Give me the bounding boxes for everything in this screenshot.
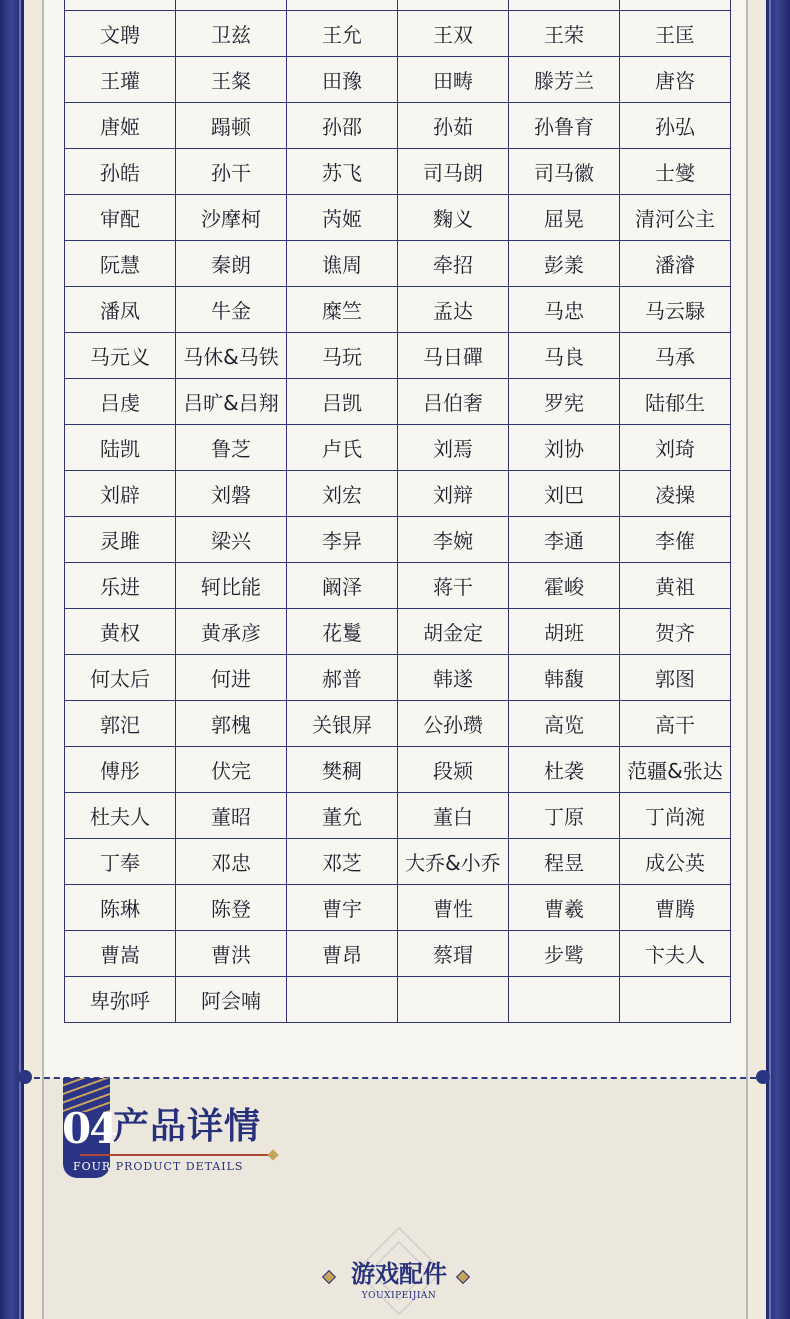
table-row [65, 747, 731, 793]
character-name-cell: 程昱 [509, 839, 620, 885]
character-name-cell: 马元义 [65, 333, 176, 379]
table-row [65, 379, 731, 425]
character-name-cell: 贺齐 [620, 609, 731, 655]
table-row [65, 241, 731, 287]
character-name-cell: 郭图 [620, 655, 731, 701]
character-name-cell [398, 977, 509, 1023]
title-underline [80, 1154, 274, 1156]
character-name-cell [176, 0, 287, 11]
character-name-cell: 田畴 [398, 57, 509, 103]
character-name-cell: 卑弥呼 [65, 977, 176, 1023]
character-name-cell: 王粲 [176, 57, 287, 103]
character-name-cell: 曹性 [398, 885, 509, 931]
table-row [65, 655, 731, 701]
character-name-cell: 黄祖 [620, 563, 731, 609]
character-name-cell: 胡班 [509, 609, 620, 655]
character-name-cell: 胡金定 [398, 609, 509, 655]
character-name-cell: 郝普 [287, 655, 398, 701]
character-name-cell: 马休&马铁 [176, 333, 287, 379]
character-name-cell: 马日磾 [398, 333, 509, 379]
character-name-cell: 唐姬 [65, 103, 176, 149]
character-name-cell: 罗宪 [509, 379, 620, 425]
character-name-cell: 孙皓 [65, 149, 176, 195]
character-name-cell [509, 0, 620, 11]
character-name-cell: 田豫 [287, 57, 398, 103]
character-name-cell: 凌操 [620, 471, 731, 517]
character-name-cell: 鲁芝 [176, 425, 287, 471]
character-name-cell: 郭汜 [65, 701, 176, 747]
character-name-cell: 孙茹 [398, 103, 509, 149]
section-subtitle [73, 1161, 243, 1172]
character-name-cell: 士燮 [620, 149, 731, 195]
character-name-cell: 吕虔 [65, 379, 176, 425]
divider-dot-left [18, 1070, 32, 1084]
character-name-cell: 邓忠 [176, 839, 287, 885]
character-name-cell: 刘焉 [398, 425, 509, 471]
character-name-cell: 黄权 [65, 609, 176, 655]
character-name-cell: 刘宏 [287, 471, 398, 517]
character-name-cell: 曹嵩 [65, 931, 176, 977]
character-name-cell: 清河公主 [620, 195, 731, 241]
section-divider [24, 1077, 766, 1079]
character-name-cell: 蒋干 [398, 563, 509, 609]
character-name-cell: 曹昂 [287, 931, 398, 977]
character-name-cell: 孙弘 [620, 103, 731, 149]
character-name-cell: 李异 [287, 517, 398, 563]
character-name-cell: 杜袭 [509, 747, 620, 793]
character-name-cell [287, 977, 398, 1023]
character-name-cell: 李通 [509, 517, 620, 563]
character-name-cell: 司马朗 [398, 149, 509, 195]
character-name-cell: 丁奉 [65, 839, 176, 885]
subsection-title: 游戏配件 [351, 1259, 447, 1288]
character-name-cell: 王允 [287, 11, 398, 57]
character-name-cell: 王匡 [620, 11, 731, 57]
table-row [65, 0, 731, 11]
subsection-pinyin: YOUXIPEIJIAN [361, 1291, 437, 1301]
character-name-cell: 大乔&小乔 [398, 839, 509, 885]
character-name-cell: 王荣 [509, 11, 620, 57]
character-name-cell: 吕旷&吕翔 [176, 379, 287, 425]
character-name-cell: 董昭 [176, 793, 287, 839]
character-name-cell: 刘磐 [176, 471, 287, 517]
character-name-cell: 何进 [176, 655, 287, 701]
character-name-cell: 卫兹 [176, 11, 287, 57]
character-name-cell: 陈琳 [65, 885, 176, 931]
character-name-cell: 孟达 [398, 287, 509, 333]
character-name-cell: 伏完 [176, 747, 287, 793]
character-name-cell: 卞夫人 [620, 931, 731, 977]
character-name-cell: 唐咨 [620, 57, 731, 103]
character-name-cell: 吕凯 [287, 379, 398, 425]
character-name-cell: 麴义 [398, 195, 509, 241]
character-name-cell: 王瓘 [65, 57, 176, 103]
character-name-cell: 杜夫人 [65, 793, 176, 839]
character-name-cell: 阿会喃 [176, 977, 287, 1023]
character-name-cell: 文聘 [65, 11, 176, 57]
character-name-cell: 樊稠 [287, 747, 398, 793]
scroll-border-right [766, 0, 790, 1319]
character-name-cell: 何太后 [65, 655, 176, 701]
character-name-cell: 陆凯 [65, 425, 176, 471]
character-name-cell: 芮姬 [287, 195, 398, 241]
character-name-cell [620, 0, 731, 11]
character-name-cell: 马云騄 [620, 287, 731, 333]
character-name-cell: 陆郁生 [620, 379, 731, 425]
table-row [65, 701, 731, 747]
character-name-cell [509, 977, 620, 1023]
character-name-cell: 步骘 [509, 931, 620, 977]
character-name-cell: 丁原 [509, 793, 620, 839]
character-name-cell: 阚泽 [287, 563, 398, 609]
character-name-cell: 屈晃 [509, 195, 620, 241]
character-name-cell: 刘辩 [398, 471, 509, 517]
character-name-cell: 审配 [65, 195, 176, 241]
character-name-cell [398, 0, 509, 11]
table-row [65, 57, 731, 103]
table-row [65, 517, 731, 563]
character-name-cell: 潘凤 [65, 287, 176, 333]
character-name-cell: 谯周 [287, 241, 398, 287]
table-row [65, 563, 731, 609]
character-name-cell: 郭槐 [176, 701, 287, 747]
divider-dot-right [756, 1070, 770, 1084]
character-name-cell: 曹洪 [176, 931, 287, 977]
character-name-cell: 高干 [620, 701, 731, 747]
table-row [65, 103, 731, 149]
character-name-cell: 刘协 [509, 425, 620, 471]
character-name-cell: 孙鲁育 [509, 103, 620, 149]
character-name-cell: 刘琦 [620, 425, 731, 471]
section-subtitle-lead: FOUR [73, 1160, 112, 1173]
character-name-cell: 段颎 [398, 747, 509, 793]
table-row [65, 885, 731, 931]
character-name-cell: 曹宇 [287, 885, 398, 931]
table-row [65, 11, 731, 57]
character-name-cell: 邓芝 [287, 839, 398, 885]
character-name-cell: 秦朗 [176, 241, 287, 287]
character-name-cell: 韩馥 [509, 655, 620, 701]
character-name-cell: 苏飞 [287, 149, 398, 195]
character-name-cell: 曹羲 [509, 885, 620, 931]
character-name-cell: 马忠 [509, 287, 620, 333]
character-name-cell: 黄承彦 [176, 609, 287, 655]
section-number: 04 [62, 1104, 117, 1153]
character-name-cell: 糜竺 [287, 287, 398, 333]
character-name-cell: 乐进 [65, 563, 176, 609]
table-row [65, 471, 731, 517]
character-name-cell: 成公英 [620, 839, 731, 885]
character-roster-table [64, 0, 731, 1023]
character-name-cell: 蔡瑁 [398, 931, 509, 977]
table-row [65, 287, 731, 333]
scroll-border-left [0, 0, 24, 1319]
character-name-cell: 蹋顿 [176, 103, 287, 149]
character-name-cell: 李傕 [620, 517, 731, 563]
character-name-cell: 司马徽 [509, 149, 620, 195]
character-name-cell: 吕伯奢 [398, 379, 509, 425]
table-row [65, 149, 731, 195]
section-title: 产品详情 [113, 1105, 262, 1147]
character-name-cell: 牵招 [398, 241, 509, 287]
character-name-cell: 霍峻 [509, 563, 620, 609]
character-name-cell: 董允 [287, 793, 398, 839]
table-row [65, 931, 731, 977]
character-name-cell: 马玩 [287, 333, 398, 379]
character-name-cell: 花鬘 [287, 609, 398, 655]
table-row [65, 839, 731, 885]
character-name-cell: 李婉 [398, 517, 509, 563]
character-name-cell: 公孙瓒 [398, 701, 509, 747]
character-name-cell: 孙干 [176, 149, 287, 195]
character-name-cell: 高览 [509, 701, 620, 747]
table-row [65, 425, 731, 471]
character-name-cell: 曹腾 [620, 885, 731, 931]
character-name-cell [65, 0, 176, 11]
table-row [65, 977, 731, 1023]
character-name-cell: 阮慧 [65, 241, 176, 287]
character-name-cell: 马良 [509, 333, 620, 379]
character-name-cell: 韩遂 [398, 655, 509, 701]
table-row [65, 793, 731, 839]
section-subtitle-rest: PRODUCT DETAILS [115, 1160, 244, 1173]
character-name-cell: 灵雎 [65, 517, 176, 563]
character-name-cell: 彭羕 [509, 241, 620, 287]
character-name-cell: 董白 [398, 793, 509, 839]
character-name-cell [620, 977, 731, 1023]
table-row [65, 609, 731, 655]
character-name-cell: 轲比能 [176, 563, 287, 609]
character-name-cell: 陈登 [176, 885, 287, 931]
character-name-cell: 关银屏 [287, 701, 398, 747]
character-name-cell: 范疆&张达 [620, 747, 731, 793]
character-name-cell: 卢氏 [287, 425, 398, 471]
character-name-cell: 沙摩柯 [176, 195, 287, 241]
character-name-cell: 孙邵 [287, 103, 398, 149]
table-row [65, 195, 731, 241]
character-name-cell: 潘濬 [620, 241, 731, 287]
character-name-cell: 丁尚涴 [620, 793, 731, 839]
character-name-cell: 牛金 [176, 287, 287, 333]
character-name-cell: 马承 [620, 333, 731, 379]
character-name-cell: 滕芳兰 [509, 57, 620, 103]
character-name-cell: 刘巴 [509, 471, 620, 517]
character-name-cell: 刘辟 [65, 471, 176, 517]
table-row [65, 333, 731, 379]
character-name-cell: 王双 [398, 11, 509, 57]
character-name-cell: 傅彤 [65, 747, 176, 793]
character-name-cell [287, 0, 398, 11]
character-name-cell: 梁兴 [176, 517, 287, 563]
